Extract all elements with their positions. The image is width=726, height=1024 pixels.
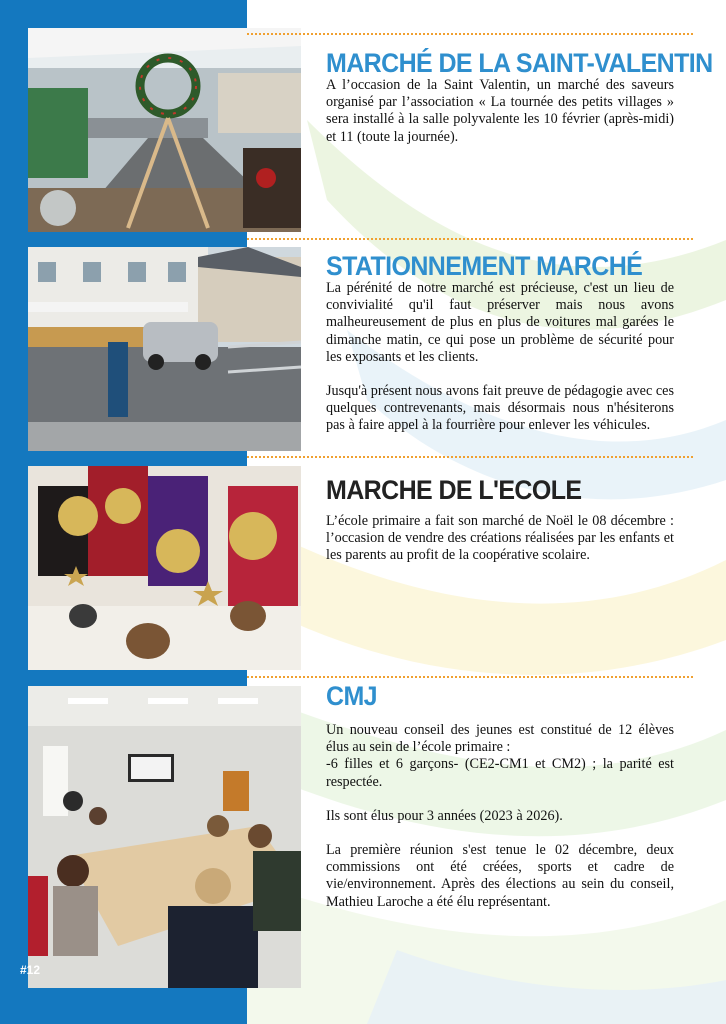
section-paragraph: -6 filles et 6 garçons- (CE2-CM1 et CM2) ; la parité est respectée. [326, 756, 674, 790]
section-paragraph: Un nouveau conseil des jeunes est constitué de 12 élèves élus au sein de l’école primaire : [326, 722, 674, 756]
section-divider [247, 676, 693, 678]
parking-section [326, 250, 674, 435]
section-divider [247, 33, 693, 35]
saint-valentin-market-photo [28, 28, 301, 232]
cmj-section [326, 680, 674, 911]
section-paragraph: A l’occasion de la Saint Valentin, un marché des saveurs organisé par l’association « La tournée des petits villages » sera installé à la salle polyvalente les 10 février (après-midi) et 11 (toute la journée). [326, 77, 674, 145]
section-title: MARCHÉ DE LA SAINT-VALENTIN [326, 48, 713, 79]
market-parking-photo [28, 247, 301, 451]
section-title: MARCHE DE L'ECOLE [326, 475, 582, 506]
cmj-meeting-photo [28, 686, 301, 988]
section-paragraph: La première réunion s'est tenue le 02 décembre, deux commissions ont été créées, sports et cadre de vie/environnement. Après des élections au sein du conseil, Mathieu Laroche a été élu représentant. [326, 842, 674, 910]
section-title: CMJ [326, 681, 377, 712]
section-paragraph: Jusqu'à présent nous avons fait preuve de pédagogie avec ces quelques contrevenants, mais désormais nous n'hésiterons pas à faire appel à la fourrière pour enlever les véhicules. [326, 383, 674, 434]
section-paragraph: La pérénité de notre marché est précieuse, c'est un lieu de convivialité qu'il faut préserver mais nous avons malheureusement de plus en plus de voitures mal garées le dimanche matin, ce qui pose un problème de sécurité pour les exposants et les clients. [326, 280, 674, 365]
section-title: STATIONNEMENT MARCHÉ [326, 251, 643, 282]
section-paragraph: L’école primaire a fait son marché de Noël le 08 décembre : l’occasion de vendre des créations réalisées par les enfants et les parents au profit de la coopérative scolaire. [326, 513, 674, 564]
section-divider [247, 238, 693, 240]
saint-valentin-section [326, 47, 713, 146]
page-number: #12 [20, 963, 41, 977]
section-paragraph: Ils sont élus pour 3 années (2023 à 2026). [326, 807, 563, 824]
school-market-section [326, 474, 674, 565]
school-market-crafts-photo [28, 466, 301, 670]
section-divider [247, 456, 693, 458]
